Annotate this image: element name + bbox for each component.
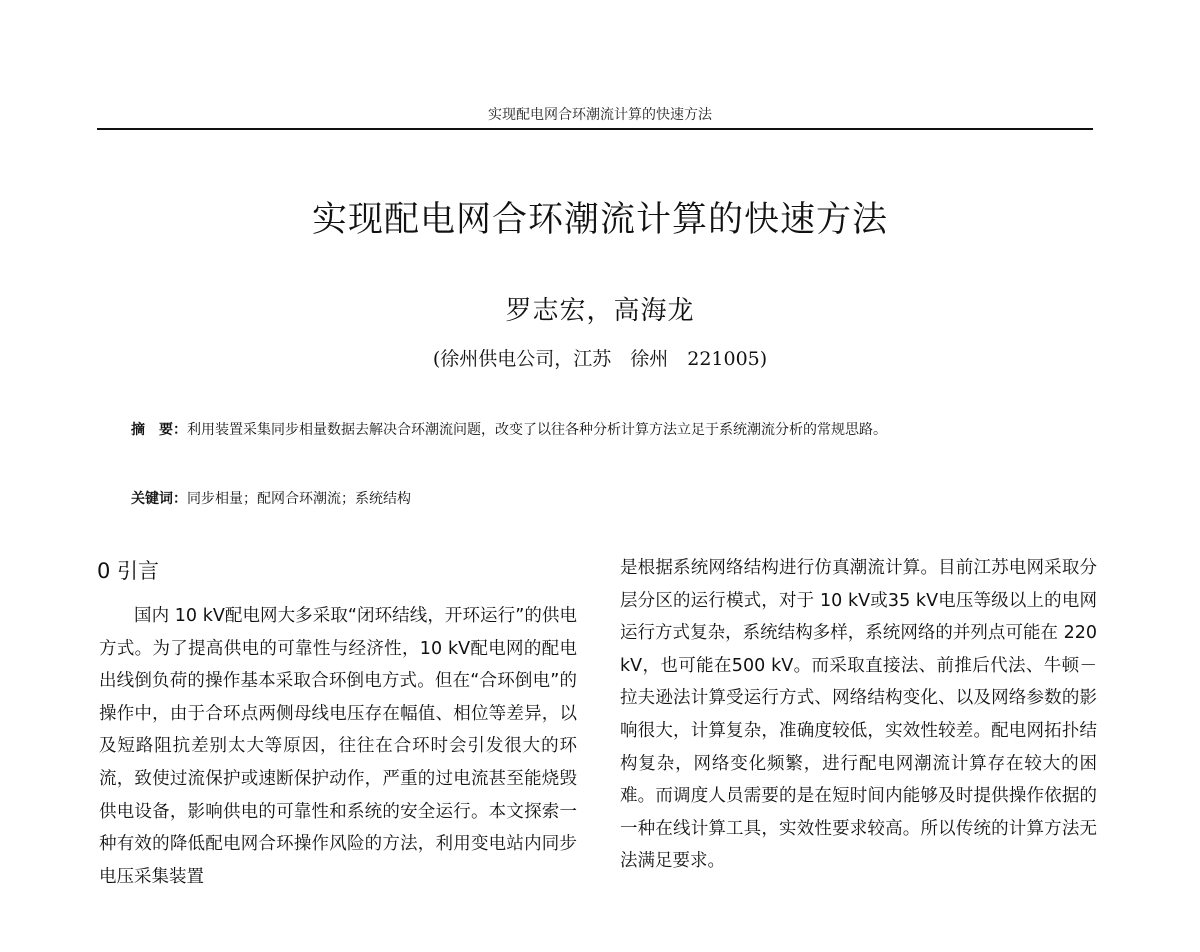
- authors: 罗志宏，高海龙: [505, 296, 695, 326]
- abstract-text: 利用装置采集同步相量数据去解决合环潮流问题，改变了以往各种分析计算方法立足于系统潮流分析的常规思路。: [187, 422, 887, 438]
- section-heading: 0 引言: [97, 559, 160, 583]
- affiliation: (徐州供电公司，江苏 徐州 221005): [432, 348, 768, 370]
- keywords: [131, 484, 1051, 514]
- header-rule: [97, 128, 1093, 130]
- abstract: [131, 414, 1051, 447]
- running-head: 实现配电网合环潮流计算的快速方法: [488, 107, 712, 123]
- abstract-label: 摘 要：: [131, 422, 187, 438]
- body-column-right: 是根据系统网络结构进行仿真潮流计算。目前江苏电网采取分层分区的运行模式，对于 10 kV或35 kV电压等级以上的电网运行方式复杂，系统结构多样，系统网络的并列点可能在 220 kV，也可能在500 kV。而采取直接法、前推后代法、牛顿－拉夫逊法计算受运行方式、网络结构变化、以及网络参数的影响很大，计算复杂，准确度较低，实效性较差。配电网拓扑结构复杂，网络变化频繁，进行配电网潮流计算存在较大的困难。而调度人员需要的是在短时间内能够及时提供操作依据的一种在线计算工具，实效性要求较高。所以传统的计算方法无法满足要求。: [620, 558, 1097, 872]
- body-column-left: 国内 10 kV配电网大多采取“闭环结线，开环运行”的供电方式。为了提高供电的可靠性与经济性，10 kV配电网的配电出线倒负荷的操作基本采取合环倒电方式。但在“合环倒电”的操作中，由于合环点两侧母线电压存在幅值、相位等差异，以及短路阻抗差别太大等原因，往往在合环时会引发很大的环流，致使过流保护或速断保护动作，严重的过电流甚至能烧毁供电设备，影响供电的可靠性和系统的安全运行。本文探索一种有效的降低配电网合环操作风险的方法，利用变电站内同步电压采集装置: [99, 606, 577, 887]
- paper-title: 实现配电网合环潮流计算的快速方法: [311, 200, 888, 240]
- keywords-label: 关键词：: [131, 491, 187, 507]
- keywords-text: 同步相量；配网合环潮流；系统结构: [187, 491, 411, 507]
